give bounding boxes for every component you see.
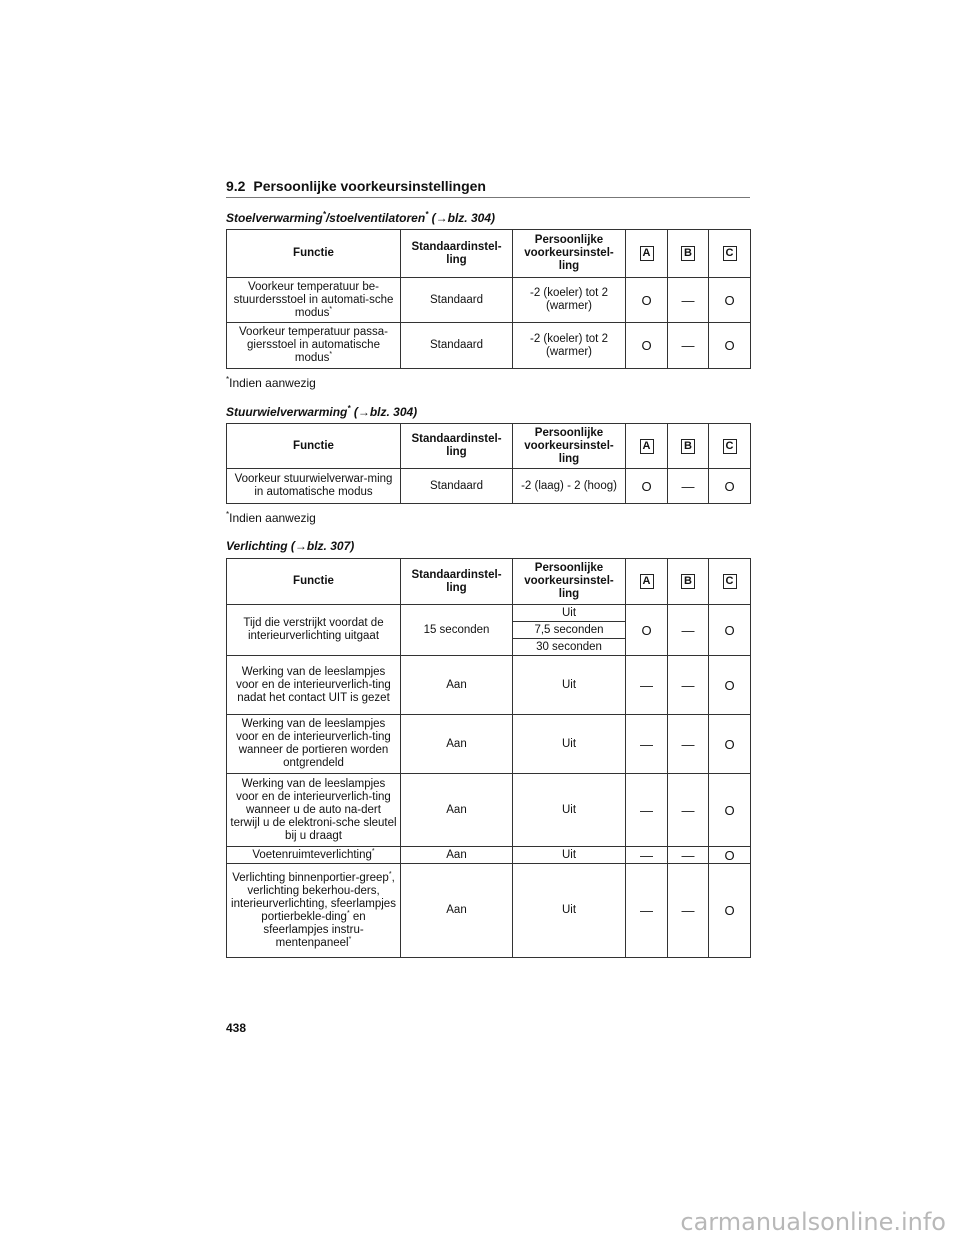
badge-c: C [723,439,737,454]
cell-b: — [668,847,709,864]
cell-c: O [709,864,751,958]
badge-a: A [640,574,654,589]
cell-default: Aan [401,715,513,774]
table-header-row [227,424,751,469]
cell-custom: Uit [513,847,626,864]
cell-a: O [626,278,668,323]
cell-c: O [709,774,751,847]
col-c [709,559,751,605]
col-custom: Persoonlijke voorkeursinstel-ling [513,424,626,469]
col-b [668,559,709,605]
cell-default: Standaard [401,323,513,369]
badge-a: A [640,439,654,454]
asterisk-mark: * [347,404,351,413]
cell-custom: Uit [513,774,626,847]
cell-custom: -2 (koeler) tot 2 (warmer) [513,323,626,369]
cell-c: O [709,605,751,656]
col-default: Standaardinstel-ling [401,424,513,469]
asterisk-mark: * [226,375,230,384]
cell-c: O [709,715,751,774]
table-row [227,469,751,504]
cell-custom-option: 30 seconden [513,639,626,656]
section-header [226,178,750,198]
seat-title-text-2: /stoelventilatoren [325,211,426,225]
col-default: Standaardinstel-ling [401,559,513,605]
table-row [227,278,751,323]
col-function: Functie [227,230,401,278]
seat-heating-title [226,210,495,225]
cell-function: Tijd die verstrijkt voordat de interieurverlichting uitgaat [227,605,401,656]
cell-custom: -2 (laag) - 2 (hoog) [513,469,626,504]
cell-a: — [626,864,668,958]
cell-function: Voorkeur temperatuur passa-giersstoel in automatische modus* [227,323,401,369]
col-a [626,230,668,278]
badge-a: A [640,246,654,261]
cell-a: O [626,605,668,656]
cell-b: — [668,323,709,369]
wheel-heating-title [226,404,417,419]
wheel-footnote: *Indien aanwezig [226,510,316,525]
cell-a: — [626,656,668,715]
section-number: 9.2 [226,178,246,194]
table-row [227,847,751,864]
badge-c: C [723,246,737,261]
cell-function: Voorkeur stuurwielverwar-ming in automatische modus [227,469,401,504]
col-b [668,424,709,469]
asterisk-mark: * [371,847,375,855]
page-number: 438 [226,1021,247,1035]
seat-footnote: *Indien aanwezig [226,375,316,390]
asterisk-mark: * [346,909,350,917]
col-custom: Persoonlijke voorkeursinstel-ling [513,559,626,605]
asterisk-mark: * [388,870,392,878]
cell-default: Aan [401,656,513,715]
col-a [626,424,668,469]
cell-function: Verlichting binnenportier-greep*, verlichting bekerhou-ders, interieurverlichting, sfeerlampjes portierbekle-ding* en sfeerlampjes instru-mentenpaneel* [227,864,401,958]
cell-function: Werking van de leeslampjes voor en de interieurverlich-ting nadat het contact UIT is gezet [227,656,401,715]
cell-custom-option: Uit [513,605,626,622]
badge-b: B [681,246,695,261]
col-custom: Persoonlijke voorkeursinstel-ling [513,230,626,278]
cell-default: Aan [401,847,513,864]
badge-b: B [681,574,695,589]
cell-b: — [668,605,709,656]
wheel-heating-table [226,423,751,504]
cell-custom: Uit [513,656,626,715]
cell-b: — [668,774,709,847]
cell-function: Werking van de leeslampjes voor en de interieurverlich-ting wanneer u de auto na-dert terwijl u de elektroni-sche sleutel bij u draagt [227,774,401,847]
cell-default: Standaard [401,469,513,504]
cell-a: — [626,715,668,774]
seat-heating-table [226,229,751,369]
seat-title-ref: (→blz. 304) [428,211,495,225]
asterisk-mark: * [322,210,326,219]
asterisk-mark: * [226,510,230,519]
badge-b: B [681,439,695,454]
cell-a: — [626,847,668,864]
seat-title-text: Stoelverwarming [226,211,323,225]
cell-a: — [626,774,668,847]
wheel-title-ref: (→blz. 304) [350,405,418,419]
cell-custom: Uit [513,715,626,774]
section-title: Persoonlijke voorkeursinstellingen [253,178,486,194]
col-function: Functie [227,559,401,605]
asterisk-mark: * [329,305,333,313]
cell-function: Werking van de leeslampjes voor en de interieurverlich-ting wanneer de portieren worden ontgrendeld [227,715,401,774]
cell-a: O [626,323,668,369]
watermark: carmanualsonline.info [680,1208,946,1236]
cell-default: Aan [401,864,513,958]
cell-b: — [668,469,709,504]
col-function: Functie [227,424,401,469]
table-row [227,605,751,622]
cell-c: O [709,469,751,504]
asterisk-mark: * [425,210,429,219]
cell-c: O [709,323,751,369]
badge-c: C [723,574,737,589]
lighting-table [226,558,751,958]
cell-c: O [709,278,751,323]
cell-b: — [668,715,709,774]
table-row [227,864,751,958]
cell-b: — [668,278,709,323]
asterisk-mark: * [348,935,352,943]
table-row [227,656,751,715]
cell-function: Voetenruimteverlichting* [227,847,401,864]
wheel-title-text: Stuurwielverwarming [226,405,348,419]
table-row [227,715,751,774]
cell-default: Standaard [401,278,513,323]
cell-custom: -2 (koeler) tot 2 (warmer) [513,278,626,323]
cell-a: O [626,469,668,504]
table-row [227,323,751,369]
lighting-title: Verlichting (→blz. 307) [226,539,355,553]
col-b [668,230,709,278]
col-default: Standaardinstel-ling [401,230,513,278]
table-row [227,774,751,847]
cell-custom: Uit [513,864,626,958]
table-header-row [227,559,751,605]
cell-function: Voorkeur temperatuur be-stuurdersstoel in automati-sche modus* [227,278,401,323]
table-header-row [227,230,751,278]
col-c [709,230,751,278]
cell-custom-option: 7,5 seconden [513,622,626,639]
cell-default: 15 seconden [401,605,513,656]
col-a [626,559,668,605]
cell-b: — [668,864,709,958]
col-c [709,424,751,469]
cell-c: O [709,656,751,715]
cell-b: — [668,656,709,715]
cell-default: Aan [401,774,513,847]
asterisk-mark: * [329,351,333,359]
cell-c: O [709,847,751,864]
